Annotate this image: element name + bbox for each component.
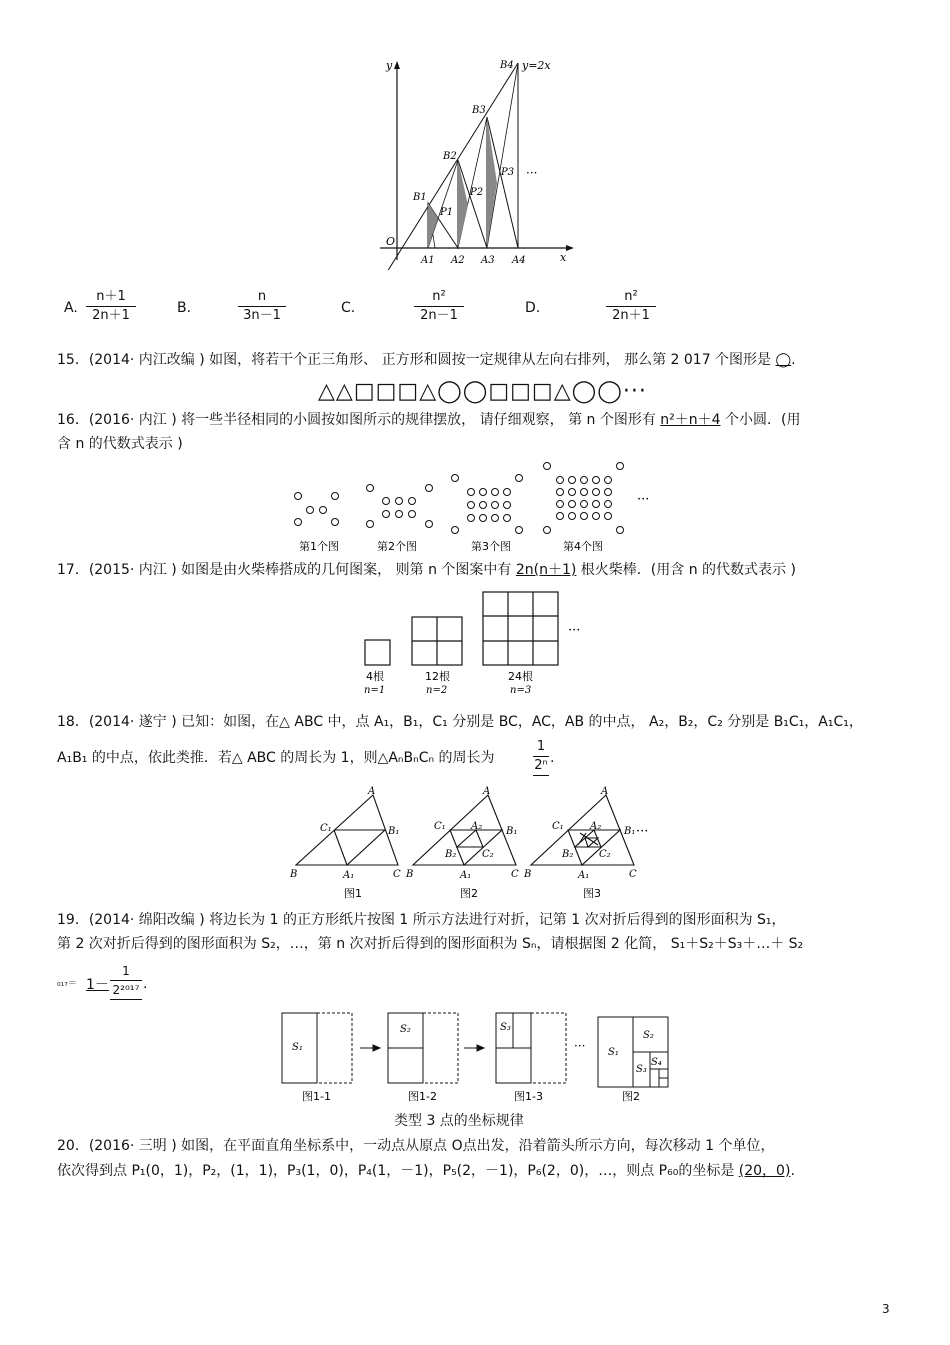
question-20-text: 依次得到点 P₁(0，1)，P₂，(1，1)，P₃(1，0)，P₄(1，－1)，P₅(2，－1)，P₆(2，0)，…，则点 P₆₀的坐标是	[57, 1163, 735, 1179]
svg-text:A₁: A₁	[343, 870, 355, 881]
question-18-answer: $\frac{1}{\text{2ⁿ}}$	[533, 738, 549, 776]
svg-text:4根: 4根	[366, 670, 384, 683]
svg-text:C: C	[629, 869, 637, 880]
svg-text:A2: A2	[451, 255, 465, 266]
svg-text:B4: B4	[500, 60, 514, 71]
svg-text:B: B	[290, 869, 298, 880]
svg-text:S₃: S₃	[500, 1022, 511, 1033]
svg-text:S₂: S₂	[643, 1030, 654, 1041]
svg-text:B2: B2	[443, 151, 457, 162]
svg-text:12根: 12根	[425, 670, 450, 683]
question-15	[57, 350, 796, 370]
svg-text:A₂: A₂	[471, 821, 483, 832]
svg-text:P2: P2	[470, 187, 484, 198]
svg-text:图1-1: 图1-1	[302, 1090, 331, 1103]
question-17	[57, 560, 796, 580]
svg-text:C₂: C₂	[482, 849, 494, 860]
option-a-fraction: $\frac{n+1}{2n+1}$	[86, 288, 136, 325]
question-19-line1: 19．(2014· 绵阳改编 ) 将边长为 1 的正方形纸片按图 1 所示方法进行对折，记第 1 次对折后得到的图形面积为 S₁，	[57, 912, 786, 928]
svg-text:B: B	[406, 869, 414, 880]
question-15-text: 15．(2014· 内江改编 ) 如图，将若干个正三角形、 正方形和圆按一定规律从左向右排列， 那么第 2 017 个图形是	[57, 352, 772, 368]
question-19-answer-fraction: $\frac{1}{\text{2²⁰¹⁷}}$	[110, 962, 142, 1000]
svg-text:S₄: S₄	[651, 1057, 662, 1068]
question-18-line1: 18．(2014· 遂宁 ) 已知：如图，在△ ABC 中，点 A₁，B₁，C₁ 分别是 BC，AC，AB 的中点， A₂，B₂，C₂ 分别是 B₁C₁，A₁C₁，	[57, 714, 863, 730]
question-18-line2	[57, 748, 495, 768]
question-16-answer: n²＋n＋4	[660, 412, 721, 428]
svg-text:P1: P1	[440, 207, 454, 218]
question-20-line2	[57, 1161, 795, 1181]
question-17-answer: 2n(n＋1)	[515, 562, 577, 578]
svg-text:···: ···	[526, 166, 538, 180]
svg-text:A: A	[601, 786, 609, 797]
question-16-text: 16．(2016· 内江 ) 将一些半径相同的小圆按如图所示的规律摆放， 请仔细观察， 第 n 个图形有	[57, 412, 656, 428]
question-18-text: A₁B₁ 的中点，依此类推．若△ ABC 的周长为 1，则△AₙBₙCₙ 的周长为	[57, 750, 495, 766]
svg-text:A3: A3	[481, 255, 495, 266]
question-20-end: .	[790, 1163, 795, 1179]
figure-14-graph	[360, 55, 580, 270]
option-a-letter: A.	[64, 300, 78, 316]
question-19-answer-pre: 1－	[86, 977, 109, 993]
svg-text:A4: A4	[512, 255, 526, 266]
svg-text:S₁: S₁	[292, 1042, 303, 1053]
question-19-end: .	[143, 976, 148, 992]
svg-text:图1-3: 图1-3	[514, 1090, 543, 1103]
option-b-letter: B.	[177, 300, 192, 316]
svg-text:S₁: S₁	[608, 1047, 619, 1058]
question-17-after: 根火柴棒．(用含 n 的代数式表示 )	[580, 562, 796, 578]
option-b-fraction: $\frac{n}{3n-1}$	[238, 288, 286, 325]
svg-text:B₁: B₁	[506, 826, 518, 837]
svg-text:y=2x: y=2x	[522, 59, 551, 72]
option-d-fraction: $\frac{\text{n²}}{2n+1}$	[606, 288, 656, 325]
svg-text:B₁: B₁	[388, 826, 400, 837]
svg-text:第2个图: 第2个图	[377, 540, 417, 553]
question-20-line1: 20．(2016· 三明 ) 如图，在平面直角坐标系中，一动点从原点 O点出发，沿着箭头所示方向，每次移动 1 个单位，	[57, 1138, 775, 1154]
svg-text:S₃: S₃	[636, 1064, 647, 1075]
svg-text:B₁: B₁	[624, 826, 636, 837]
question-16-after: 个小圆．(用	[725, 412, 801, 428]
question-15-end: .	[791, 352, 796, 368]
svg-text:C₁: C₁	[434, 821, 446, 832]
svg-text:···: ···	[568, 623, 581, 638]
question-18-end: .	[550, 750, 555, 766]
svg-text:图1-2: 图1-2	[408, 1090, 437, 1103]
page-number: 3	[882, 1302, 890, 1316]
svg-text:B1: B1	[413, 192, 427, 203]
svg-text:n=1: n=1	[364, 685, 386, 696]
svg-text:A: A	[368, 786, 376, 797]
svg-text:第4个图: 第4个图	[563, 540, 603, 553]
svg-text:24根: 24根	[508, 670, 533, 683]
svg-text:O: O	[386, 235, 396, 248]
svg-text:B: B	[524, 869, 532, 880]
option-c-letter: C.	[341, 300, 356, 316]
svg-text:B3: B3	[472, 105, 486, 116]
svg-text:B₂: B₂	[445, 849, 457, 860]
svg-text:···: ···	[636, 824, 649, 839]
svg-text:第1个图: 第1个图	[299, 540, 339, 553]
figure-19-folding	[278, 1010, 673, 1105]
svg-text:图3: 图3	[583, 887, 601, 900]
svg-text:···: ···	[574, 1039, 586, 1053]
svg-text:n=3: n=3	[510, 685, 532, 696]
svg-text:B₂: B₂	[562, 849, 574, 860]
question-19-line3-pre: ₀₁₇＝	[57, 979, 77, 989]
option-c-fraction: $\frac{\text{n²}}{2n-1}$	[414, 288, 464, 325]
svg-text:第3个图: 第3个图	[471, 540, 511, 553]
question-20-answer: (20，0)	[738, 1163, 791, 1179]
question-19-line2: 第 2 次对折后得到的图形面积为 S₂，…，第 n 次对折后得到的图形面积为 Sₙ，请根据图 2 化简， S₁＋S₂＋S₃＋…＋ S₂	[57, 936, 804, 952]
svg-text:P3: P3	[501, 167, 515, 178]
svg-text:S₂: S₂	[400, 1024, 411, 1035]
shape-sequence-15: △△□□□△◯◯□□□△◯◯···	[318, 379, 647, 404]
svg-text:A₂: A₂	[590, 821, 602, 832]
figure-16-circles	[285, 458, 665, 558]
svg-text:图2: 图2	[460, 887, 478, 900]
question-16-line2: 含 n 的代数式表示 )	[57, 436, 183, 452]
svg-text:n=2: n=2	[426, 685, 448, 696]
svg-text:图1: 图1	[344, 887, 362, 900]
svg-text:图2: 图2	[622, 1090, 640, 1103]
svg-text:C₁: C₁	[552, 821, 564, 832]
svg-text:C: C	[511, 869, 519, 880]
svg-text:y: y	[386, 59, 393, 72]
question-15-answer: ◯	[775, 352, 792, 368]
svg-text:x: x	[560, 251, 567, 264]
figure-17-matchsticks	[360, 590, 600, 698]
section-title-type3: 类型 3 点的坐标规律	[394, 1113, 524, 1129]
svg-text:C: C	[393, 869, 401, 880]
svg-text:···: ···	[637, 492, 650, 507]
svg-text:A₁: A₁	[578, 870, 590, 881]
question-16-line1	[57, 410, 800, 430]
svg-text:A₁: A₁	[460, 870, 472, 881]
svg-text:A: A	[483, 786, 491, 797]
svg-text:C₁: C₁	[320, 823, 332, 834]
question-17-text: 17．(2015· 内江 ) 如图是由火柴棒搭成的几何图案， 则第 n 个图案中有	[57, 562, 512, 578]
svg-text:C₂: C₂	[599, 849, 611, 860]
svg-text:A1: A1	[421, 255, 435, 266]
option-d-letter: D.	[525, 300, 541, 316]
figure-18-triangles	[288, 785, 668, 905]
